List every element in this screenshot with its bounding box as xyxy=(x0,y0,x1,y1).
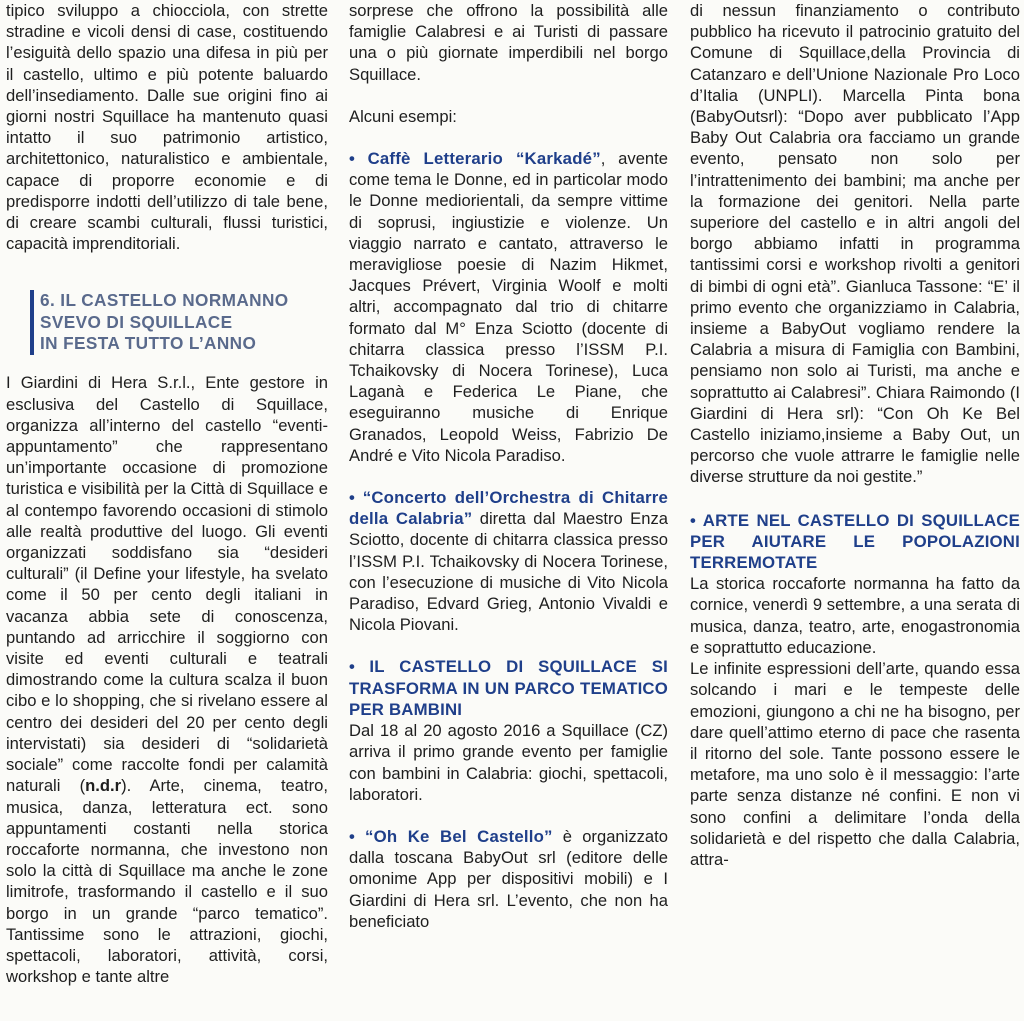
event-title-oh-ke-bel-castello: “Oh Ke Bel Castello” xyxy=(365,826,553,846)
event-item-karkade xyxy=(349,148,668,466)
event-title-concerto: “Concerto dell’Orchestra di Chitarre della Calabria” xyxy=(349,488,668,529)
event-item-concerto xyxy=(349,487,668,635)
section-arte-heading xyxy=(690,510,1020,574)
column-3 xyxy=(690,0,1020,870)
section-heading-line-1: 6. IL CASTELLO NORMANNO xyxy=(40,290,289,310)
event-item-oh-ke-bel-castello xyxy=(349,826,668,932)
section-heading-line-3: IN FESTA TUTTO L’ANNO xyxy=(40,333,257,353)
event-text-concerto: diretta dal Maestro Enza Sciotto, docente di chitarra classica presso l’ISSM P.I. Tchaikovsky di Nocera Torinese, con l’esecuzione di musiche di Vito Nicola Paradiso, Edvard Grieg, Antonio Vivaldi e Nicola Piovani. xyxy=(349,509,668,635)
section-6-heading xyxy=(30,290,340,355)
event-text-parco-tematico: Dal 18 al 20 agosto 2016 a Squillace (CZ) arriva il primo grande evento per famiglie con bambini in Calabria: giochi, spettacoli, laboratori. xyxy=(349,721,668,804)
col3-paragraph-2: Le infinite espressioni dell’arte, quando essa solcando i mari e le tempeste delle emozioni, giungono a chi ne ha bisogno, per dare quell’attimo eterno di pace che rasenta il ritorno del sole. Tante possono essere le metafore, ma uno solo è il messaggio: l’arte parte senza distanze né confini. E non vi sono confini a delimitare l’onda della solidarietà e del rispetto che dalla Calabria, attra- xyxy=(690,659,1020,869)
examples-label: Alcuni esempi: xyxy=(349,106,457,126)
col1-body-paragraph xyxy=(6,372,328,987)
event-text-oh-ke-bel-castello: è organizzato dalla toscana BabyOut srl (editore delle omonime App per dispositivi mobili) e I Giardini di Hera srl. L’evento, che non ha beneficiato xyxy=(349,826,668,931)
bullet-icon: • xyxy=(690,510,696,530)
event-item-parco-tematico xyxy=(349,656,668,720)
bullet-icon: • xyxy=(349,488,355,508)
bullet-icon: • xyxy=(349,149,355,169)
event-text-karkade: , avente come tema le Donne, ed in particolar modo le Donne mediorientali, da sempre vittime di soprusi, ingiustizie e violenze. Un viaggio narrato e cantato, attraverso le meravigliose poesie di Nazim Hikmet, Jacques Prévert, Virginia Woolf e molti altri, accompagnato dal trio di chitarre formato dal M° Enza Sciotto (docente di chitarra classica presso l’ISSM P.I. Tchaikovsky di Nocera Torinese), Luca Laganà e Federica Le Piane, che eseguiranno musiche di Enrique Granados, Leopold Weiss, Fabrizio De André e Vito Nicola Paradiso. xyxy=(349,149,668,465)
section-arte-title: ARTE NEL CASTELLO DI SQUILLACE PER AIUTARE LE POPOLAZIONI TERREMOTATE xyxy=(690,510,1020,573)
col1-body-text-cont: ). Arte, cinema, teatro, musica, danza, letteratura ect. sono appuntamenti costanti nella storica roccaforte normanna, che investono non solo la città di Squillace ma anche le zone limitrofe, trasformando il castello e il suo borgo in un grande “parco tematico”. Tantissime sono le attrazioni, giochi, spettacoli, laboratori, attività, corsi, workshop e tante altre xyxy=(6,776,328,987)
col1-body-text: I Giardini di Hera S.r.l., Ente gestore in esclusiva del Castello di Squillace, organizza all’interno del castello “eventi- appuntamento” che rappresentano un’importante occasione di promozione turistica e visibilità per la Città di Squillace e al contempo favorendo occasioni di stimolo alle realtà produttive del luogo. Gli eventi organizzati soddisfano sia “desideri culturali” (il Define your lifestyle, ha svelato come il 50 per cento degli italiani in vacanza abbia sete di conoscenza, puntando ad arricchire il soggiorno con visite ed eventi culturali e teatrali dimostrando come la cultura scalza il buon cibo e lo shopping, che si rivelano essere al centro dei desideri del 20 per cento degli intervistati) sia desideri di “solidarietà sociale” come raccolte fondi per calamità naturali ( xyxy=(6,373,328,796)
col2-intro-paragraph: sorprese che offrono la possibilità alle famiglie Calabresi e ai Turisti di passare una o più giornate imperdibili nel borgo Squillace. xyxy=(349,1,668,84)
event-title-parco-tematico: IL CASTELLO DI SQUILLACE SI TRASFORMA IN UN PARCO TEMATICO PER BAMBINI xyxy=(349,657,668,719)
col3-paragraph-1: La storica roccaforte normanna ha fatto da cornice, venerdì 9 settembre, a una serata di musica, danza, teatro, arte, enogastronomia e soprattutto educazione. xyxy=(690,574,1020,657)
ndr-abbreviation: n.d.r xyxy=(85,776,122,796)
bullet-icon: • xyxy=(349,657,355,677)
col1-intro-paragraph: tipico sviluppo a chiocciola, con strette stradine e vicoli densi di case, costituendo l’esiguità dello spazio una difesa in più per il castello, ultimo e più potente baluardo dell’insediamento. Dalle sue origini fino ai giorni nostri Squillace ha mantenuto quasi intatto il suo patrimonio artistico, architettonico, naturalistico e ambientale, capace di proporre economie e di predisporre indotti dell’utilizzo di tale bene, di creare scambi culturali, flussi turistici, capacità imprenditoriali. xyxy=(6,1,328,254)
section-heading-line-2: SVEVO DI SQUILLACE xyxy=(40,311,233,332)
column-2 xyxy=(349,0,668,932)
bullet-icon: • xyxy=(349,826,355,846)
col3-intro-paragraph: di nessun finanziamento o contributo pubblico ha ricevuto il patrocinio gratuito del Comune di Squillace,della Provincia di Catanzaro e dell’Unione Nazionale Pro Loco d’Italia (UNPLI). Marcella Pinta bona (BabyOutsrl): “Dopo aver pubblicato l’App Baby Out Calabria ora facciamo un grande evento, pensato non solo per l’intrattenimento dei bambini; ma anche per la formazione dei genitori. Nella parte superiore del castello e in altri angoli del borgo abbiamo infatti in programma tantissimi corsi e workshop rivolti a genitori di bimbi di ogni età”. Gianluca Tassone: “E’ il primo evento che organizziamo in Calabria, insieme a BabyOut vogliamo rendere la Calabria a misura di Famiglia con Bambini, pensiamo non solo ai Turisti, ma anche e soprattutto ai Calabresi”. Chiara Raimondo (I Giardini di Hera srl): “Con Oh Ke Bel Castello iniziamo,insieme a Baby Out, un percorso che vuole attrarre le famiglie nelle diverse strutture da noi gestite.” xyxy=(690,1,1020,487)
column-1 xyxy=(6,0,328,987)
event-title-karkade: Caffè Letterario “Karkadé” xyxy=(367,149,601,169)
